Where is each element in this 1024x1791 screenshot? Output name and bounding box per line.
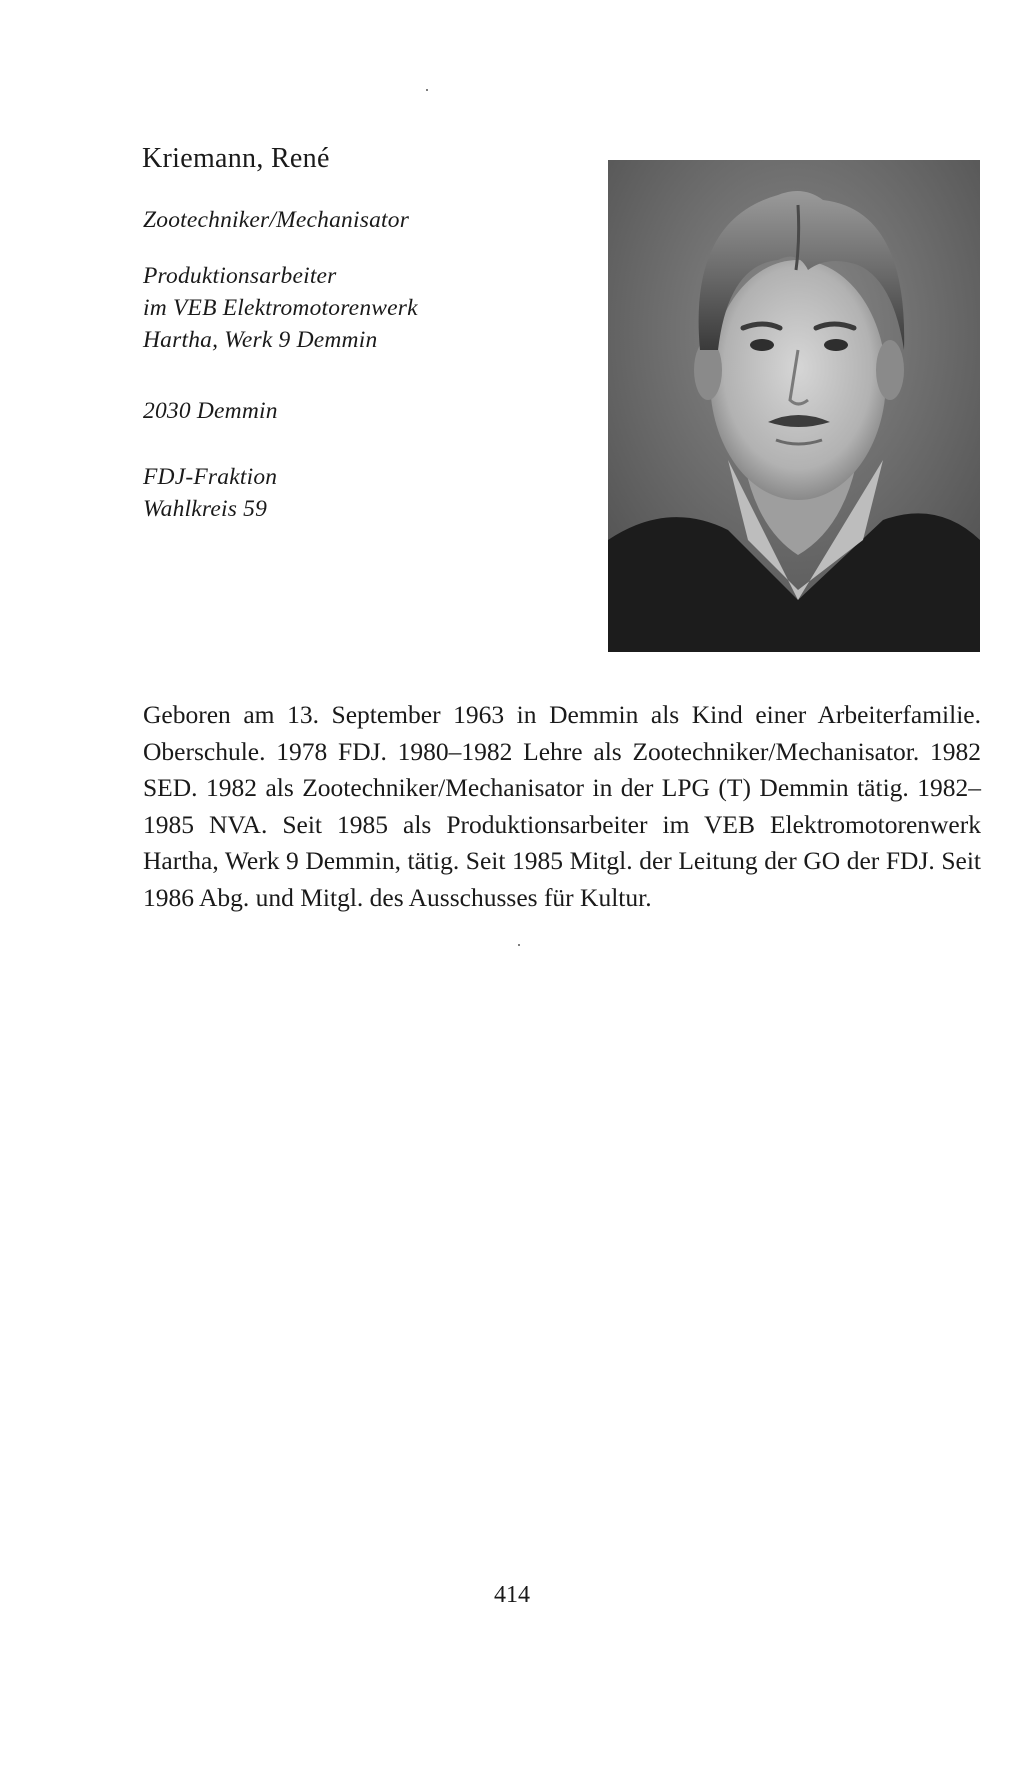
constituency: Wahlkreis 59 <box>143 496 268 522</box>
faction: FDJ-Fraktion <box>143 464 278 490</box>
biography-text: Geboren am 13. September 1963 in Demmin als Kind einer Arbeiterfamilie. Oberschule. 1978 FDJ. 1980–1982 Lehre als Zootechniker/Mechanisator. 1982 SED. 1982 als Zootechniker/Mechanisator in der LPG (T) Demmin tätig. 1982–1985 NVA. Seit 1985 als Produktionsarbeiter im VEB Elektromotorenwerk Hartha, Werk 9 Demmin, tätig. Seit 1985 Mitgl. der Leitung der GO der FDJ. Seit 1986 Abg. und Mitgl. des Ausschusses für Kultur. <box>143 700 981 912</box>
portrait-photo <box>608 160 980 652</box>
print-speck <box>518 944 520 946</box>
residence: 2030 Demmin <box>143 398 278 424</box>
occupation: Zootechniker/Mechanisator <box>143 207 410 233</box>
occupation-block <box>143 204 409 236</box>
position-line: Hartha, Werk 9 Demmin <box>143 327 378 353</box>
print-speck <box>426 89 428 91</box>
position-line: Produktionsarbeiter <box>143 263 337 289</box>
member-name: Kriemann, René <box>142 143 330 174</box>
position-block <box>143 260 418 356</box>
page-number: 414 <box>494 1582 530 1608</box>
residence-block <box>143 395 278 427</box>
position-line: im VEB Elektromotorenwerk <box>143 295 418 321</box>
faction-block <box>143 461 277 525</box>
